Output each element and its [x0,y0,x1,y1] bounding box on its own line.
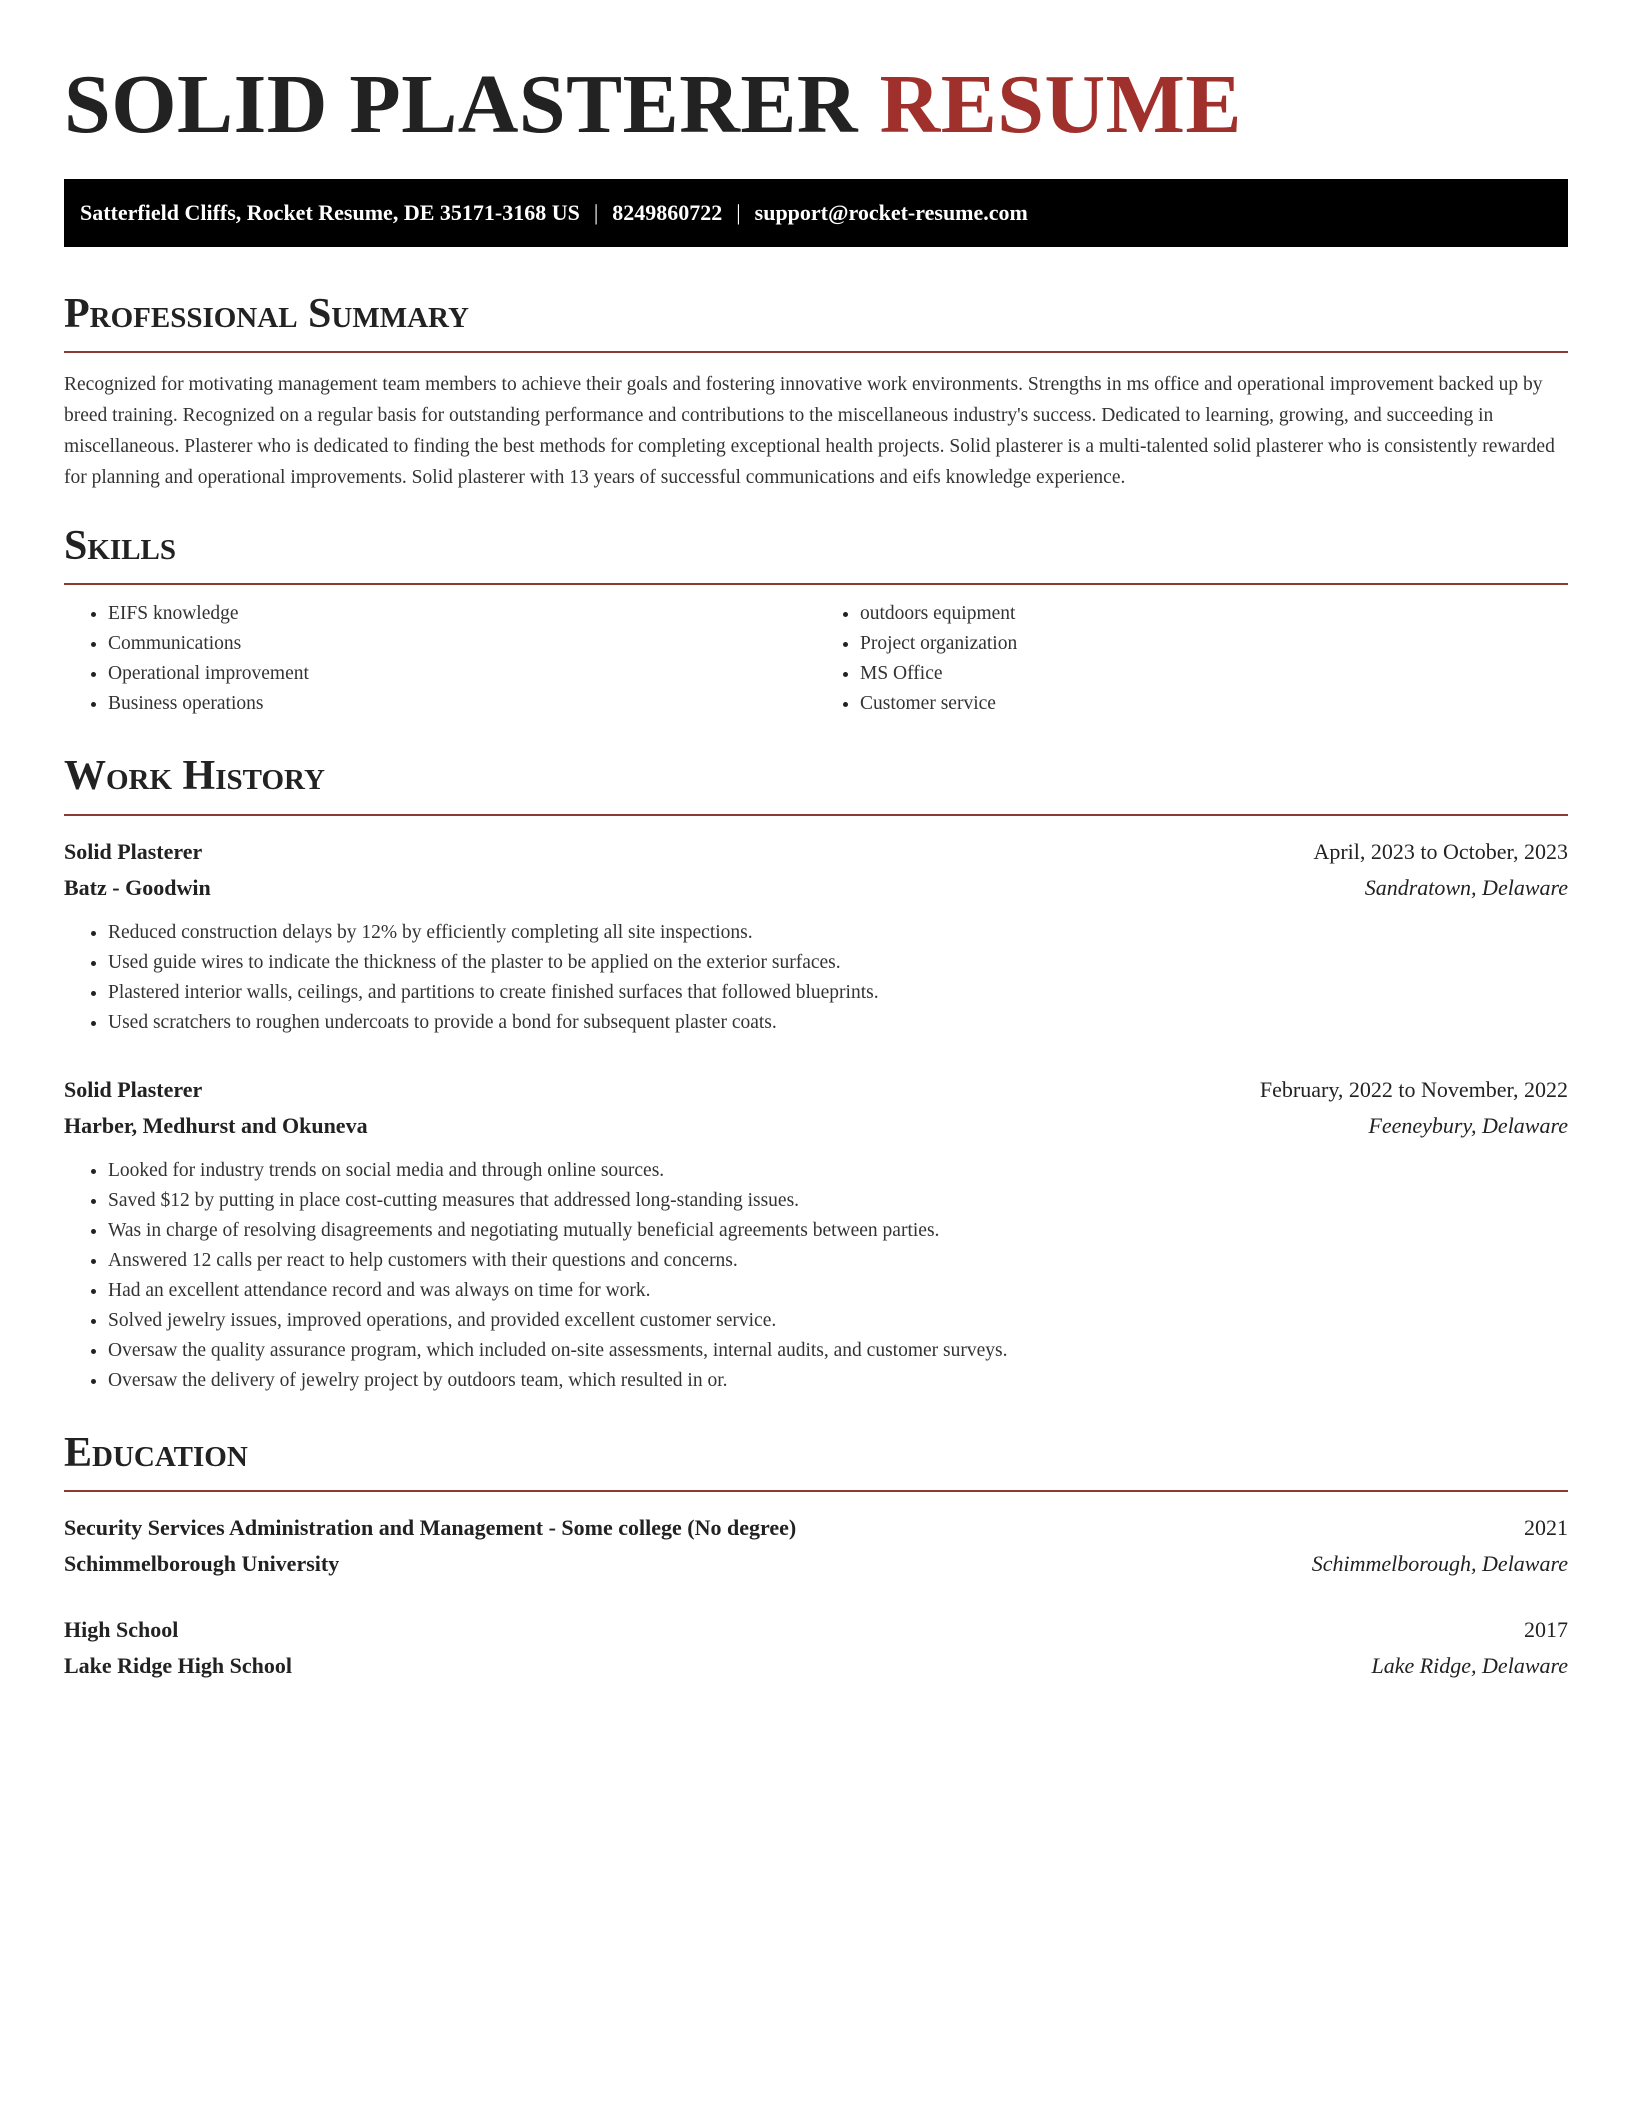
skills-heading: Skills [64,523,1568,585]
job-bullet: • Had an excellent attendance record and was always on time for work. [108,1276,1568,1306]
education-year: 2017 [1524,1616,1568,1642]
summary-heading: Professional Summary [64,291,1568,353]
job-bullet: • Looked for industry trends on social media and through online sources. [108,1156,1568,1186]
skill-item: • Business operations [108,689,816,719]
skill-item: • Project organization [860,629,1568,659]
education-location: Lake Ridge, Delaware [1371,1652,1568,1678]
contact-bar [64,179,1568,247]
skill-item: • Operational improvement [108,659,816,689]
job-bullets [64,918,1568,1038]
education-section [64,1430,1568,1684]
education-degree: Security Services Administration and Management - Some college (No degree) [64,1514,797,1540]
job-bullet: • Oversaw the quality assurance program, which included on-site assessments, internal audits, and customer surveys. [108,1336,1568,1366]
job-location: Sandratown, Delaware [1364,874,1568,900]
skill-item: • MS Office [860,659,1568,689]
job-bullet: • Used scratchers to roughen undercoats to provide a bond for subsequent plaster coats. [108,1008,1568,1038]
skills-grid [64,599,1568,719]
education-school-row [64,1648,1568,1684]
education-degree-row [64,1612,1568,1648]
job-entry [64,1072,1568,1396]
summary-section [64,291,1568,493]
skills-list-right [816,599,1568,719]
job-bullet: • Reduced construction delays by 12% by efficiently completing all site inspections. [108,918,1568,948]
summary-text: Recognized for motivating management team members to achieve their goals and fostering innovative work environments. Strengths in ms office and operational improvement backed up by breed training. Recognized on a regular basis for outstanding performance and contributions to the miscellaneous industry's success. Dedicated to learning, growing, and succeeding in miscellaneous. Plasterer who is dedicated to finding the best methods for completing exceptional health projects. Solid plasterer is a multi-talented solid plasterer who is consistently rewarded for planning and operational improvements. Solid plasterer with 13 years of successful communications and eifs knowledge experience. [64,374,1555,489]
job-header-row [64,834,1568,870]
education-school: Lake Ridge High School [64,1652,292,1678]
skill-item: • outdoors equipment [860,599,1568,629]
job-company-row [64,870,1568,906]
education-degree-row [64,1510,1568,1546]
education-entry [64,1510,1568,1582]
job-company: Batz - Goodwin [64,874,211,900]
contact-separator: | [593,200,599,225]
job-bullets [64,1156,1568,1396]
job-bullet: • Solved jewelry issues, improved operations, and provided excellent customer service. [108,1306,1568,1336]
work-history-heading: Work History [64,753,1568,815]
education-school: Schimmelborough University [64,1550,340,1576]
skill-item: • EIFS knowledge [108,599,816,629]
resume-title-accent: RESUME [879,58,1242,151]
job-role: Solid Plasterer [64,1076,203,1102]
work-history-section [64,753,1568,1395]
job-bullet: • Oversaw the delivery of jewelry project by outdoors team, which resulted in or. [108,1366,1568,1396]
job-company: Harber, Medhurst and Okuneva [64,1112,368,1138]
contact-address: Satterfield Cliffs, Rocket Resume, DE 35171-3168 US [80,200,580,225]
education-degree: High School [64,1616,179,1642]
education-location: Schimmelborough, Delaware [1311,1550,1568,1576]
education-school-row [64,1546,1568,1582]
job-bullet: • Was in charge of resolving disagreements and negotiating mutually beneficial agreements between parties. [108,1216,1568,1246]
education-year: 2021 [1524,1514,1568,1540]
contact-separator: | [736,200,741,225]
job-role: Solid Plasterer [64,838,203,864]
resume-title [64,52,1568,157]
job-company-row [64,1108,1568,1144]
job-dates: April, 2023 to October, 2023 [1313,838,1568,864]
skill-item: • Customer service [860,689,1568,719]
job-header-row [64,1072,1568,1108]
skills-section [64,523,1568,719]
job-bullet: • Used guide wires to indicate the thickness of the plaster to be applied on the exterior surfaces. [108,948,1568,978]
job-bullet: • Answered 12 calls per react to help customers with their questions and concerns. [108,1246,1568,1276]
skill-item: • Communications [108,629,816,659]
skills-list-left [64,599,816,719]
contact-email: support@rocket-resume.com [754,200,1028,225]
job-bullet: • Saved $12 by putting in place cost-cutting measures that addressed long-standing issues. [108,1186,1568,1216]
job-location: Feeneybury, Delaware [1368,1112,1568,1138]
education-entry [64,1612,1568,1684]
education-heading: Education [64,1430,1568,1492]
contact-phone: 8249860722 [612,200,723,225]
resume-title-main: SOLID PLASTERER [64,58,859,151]
job-dates: February, 2022 to November, 2022 [1259,1076,1568,1102]
job-bullet: • Plastered interior walls, ceilings, and partitions to create finished surfaces that followed blueprints. [108,978,1568,1008]
job-entry [64,834,1568,1038]
